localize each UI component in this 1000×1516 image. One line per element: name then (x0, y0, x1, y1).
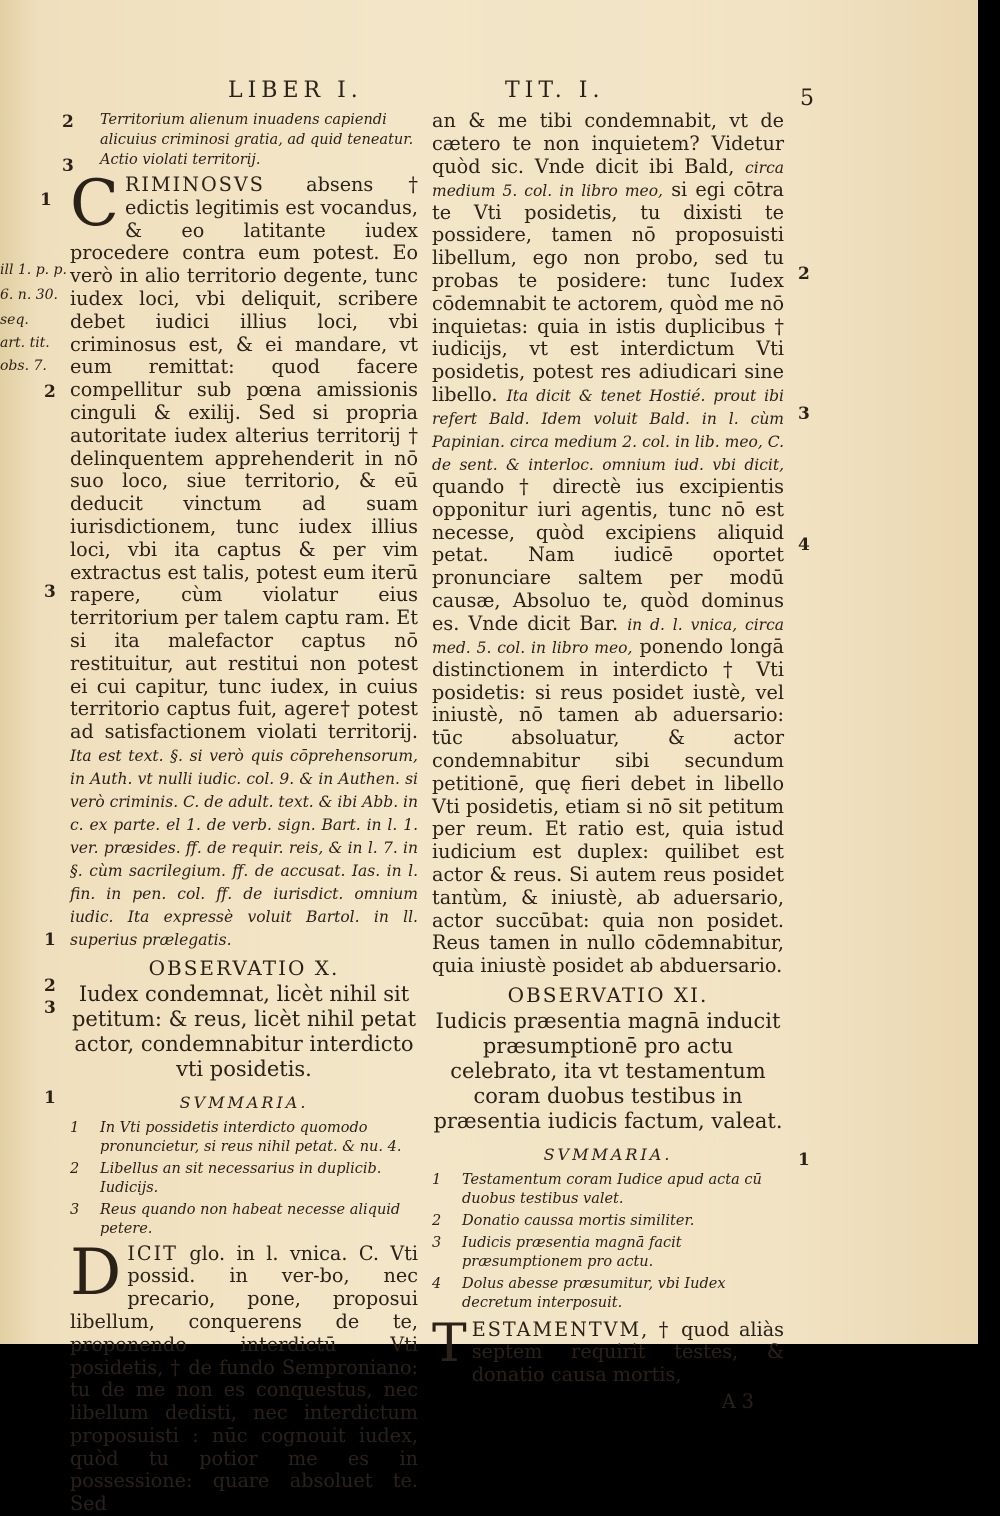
drop-capital: D (70, 1235, 122, 1310)
scan-border (978, 0, 1000, 1344)
observatio-heading: OBSERVATIO X. (148, 955, 340, 980)
summaria-text: Donatio caussa mortis similiter. (462, 1212, 695, 1229)
summaria-number: 2 (70, 1160, 80, 1177)
margin-number: 1 (798, 1150, 810, 1170)
margin-number: 2 (798, 264, 810, 284)
citation: circa medium 5. col. in libro meo, (432, 158, 785, 200)
body-text: absens† edictis legitimis est vocandus, & eo latitante iudex procedere contra eum potest. Eo verò in alio territorio degente, tunc iudex loci, vbi deliquit, scribere debet iudici illius loci, vbi criminosus est, & ei mandare, vt eum remittat: quod facere compellitur sub pœna amissionis cinguli & exilij. Sed si propria autoritate iudex alterius territorij † delinquentem apprehenderit in nō suo loco, siue territorio, & eū deducit vinctum ad suam iurisdictionem, tunc iudex illius loci, vbi ita captus & per vim extractus est talis, potest eum iterū rapere, cùm violatur eius territorium per talem captu ram. Et si ita malefactor captus nō restituitur, aut restitui non potest ei cui capitur, tunc iudex, in cuius territorio captus fuit, agere† potest ad satisfactionem violati territorij. (70, 173, 418, 744)
opening-word: RIMINOSVS (124, 173, 265, 196)
margin-number: 4 (798, 535, 810, 555)
summary-item: Territorium alienum inuadens capiendi alicuius criminosi gratia, ad quid teneatur. (100, 112, 414, 148)
body-text: † quod aliàs septem requirit testes, & donatio causa mortis, (471, 1317, 784, 1387)
margin-number: 3 (44, 582, 56, 602)
margin-note: obs. 7. (0, 358, 47, 374)
left-column (70, 110, 418, 1516)
summaria-text: Dolus abesse præsumitur, vbi Iudex decretum interposuit. (462, 1275, 726, 1311)
summaria-text: Libellus an sit necessarius in duplicib. Iudicijs. (100, 1160, 382, 1196)
summaria-item (70, 1160, 418, 1198)
observatio-heading: OBSERVATIO XI. (507, 982, 709, 1007)
drop-capital: C (70, 167, 119, 241)
margin-number: 2 (44, 976, 56, 996)
margin-note: seq. (0, 312, 29, 328)
observatio-statement: Iudicis præsentia magnā inducit præsumptionē pro actu celebrato, ita vt testamentum coram duobus testibus in præsentia iudicis factum, valeat. (433, 1008, 783, 1133)
citation: in d. l. vnica, circa med. 5. col. in libro meo, (432, 615, 784, 657)
page-number: 5 (800, 86, 814, 111)
body-text: ponendo longā distinctionem in interdicto † Vti posidetis: si reus posidet iustè, vel iniustè, nō tamen ab aduersario: tūc absoluatur, & actor condemnabitur sibi secundum petitionē, quę fieri debet in libello Vti posidetis, etiam si nō sit petitum per reum. Et ratio est, quia istud iudicium est duplex: quilibet est actor & reus. Si autem reus posidet tantùm, & iniustè, ab aduersario, actor succūbat: quia non posidet. Reus tamen in nullo cōdemnabitur, quia iniustè posidet ab abduersario. (432, 634, 785, 978)
summary-item: Actio violati territorij. (100, 152, 261, 168)
signature-mark: A 3 (721, 1389, 754, 1413)
summaria-number: 1 (432, 1171, 442, 1188)
margin-note: ill 1. p. p. (0, 262, 67, 278)
margin-number: 1 (44, 930, 56, 950)
summaria-text: In Vti possidetis interdicto quomodo pronuncietur, si reus nihil petat. & nu. 4. (100, 1119, 402, 1155)
summaria-heading: SVMMARIA. (179, 1092, 309, 1112)
summaria-number: 3 (432, 1234, 442, 1251)
summaria-item (70, 1119, 418, 1157)
margin-number: 1 (40, 190, 52, 210)
body-text: quando † directè ius excipientis opponitur iuri agentis, tunc nō est necesse, quòd excipiens aliquid petat. Nam iudicē oportet pronunciare saltem per modū causæ, Absoluo te, quòd dominus es. Vnde dicit Bar. (432, 474, 784, 635)
drop-capital: T (432, 1313, 467, 1374)
margin-number: 3 (798, 404, 810, 424)
summaria-number: 2 (432, 1212, 442, 1229)
right-column (432, 110, 784, 1414)
margin-note: art. tit. (0, 335, 50, 351)
margin-number: 3 (62, 156, 74, 176)
summaria-text: Testamentum coram Iudice apud acta cū duobus testibus valet. (462, 1171, 762, 1207)
summaria-item (70, 1201, 418, 1239)
summaria-number: 1 (70, 1119, 80, 1136)
body-text: glo. in l. vnica. C. Vti possid. in ver-bo, nec precario, pone, proposui libellum, conquerens de te, proponendo interdictū Vti posidetis, † de fundo Semproniano: tu de me non es conquestus, nec libellum dedisti, nec interdictum proposuisti : nūc cognouit iudex, quòd tu potior me es in possessione: quare absoluet te. Sed (70, 1241, 418, 1516)
summaria-item (432, 1234, 784, 1272)
running-header-left: LIBER I. (228, 78, 363, 103)
opening-word: ICIT (127, 1241, 178, 1265)
opening-word: ESTAMENTVM, (471, 1317, 650, 1341)
margin-number: 2 (62, 112, 74, 132)
margin-number: 3 (44, 998, 56, 1018)
margin-number: 1 (44, 1088, 56, 1108)
summaria-heading: SVMMARIA. (543, 1144, 673, 1164)
body-text: an & me tibi condemnabit, vt de cætero te non inquietem? Videtur quòd sic. Vnde dicit ibi Bald, (432, 109, 784, 178)
margin-number: 2 (44, 382, 56, 402)
running-header-right: TIT. I. (505, 78, 605, 103)
summaria-number: 4 (432, 1275, 442, 1292)
citation: Ita dicit & tenet Hostié. prout ibi refert Bald. Idem voluit Bald. in l. cùm Papinian. circa medium 2. col. in lib. meo, C. de sent. & interloc. omnium iud. vbi dicit, (432, 386, 784, 474)
summaria-number: 3 (70, 1201, 80, 1218)
summaria-text: Reus quando non habeat necesse aliquid petere. (100, 1201, 401, 1237)
summaria-item (432, 1212, 784, 1231)
margin-note: 6. n. 30. (0, 287, 58, 303)
body-text: si egi cōtra te Vti posidetis, tu dixisti te possidere, tamen nō proposuisti libellum, ego non probo, sed tu probas te posidere: tunc Iudex cōdemnabit te actorem, quòd me nō inquietas: quia in istis duplicibus † iudicijs, vt est interdictum Vti posidetis, potest res adiudicari sine libello. (432, 177, 784, 406)
summaria-text: Iudicis præsentia magnā facit præsumptionem pro actu. (462, 1234, 682, 1270)
summaria-item (432, 1171, 784, 1209)
observatio-statement: Iudex condemnat, licèt nihil sit petitum: & reus, licèt nihil petat actor, condemnabitur interdicto vti posidetis. (71, 981, 417, 1081)
citation: Ita est text. §. si verò quis cōprehensorum, in Auth. vt nulli iudic. col. 9. & in Authen. si verò criminis. C. de adult. text. & ibi Abb. in c. ex parte. el 1. de verb. sign. Bart. in l. 1. ver. præsides. ff. de requir. reis, & in l. 7. in §. cùm sacrilegium. ff. de accusat. Ias. in l. fin. in pen. col. ff. de iurisdict. omnium iudic. Ita expressè voluit Bartol. in ll. superius prælegatis. (70, 746, 418, 949)
summaria-item (432, 1275, 784, 1313)
